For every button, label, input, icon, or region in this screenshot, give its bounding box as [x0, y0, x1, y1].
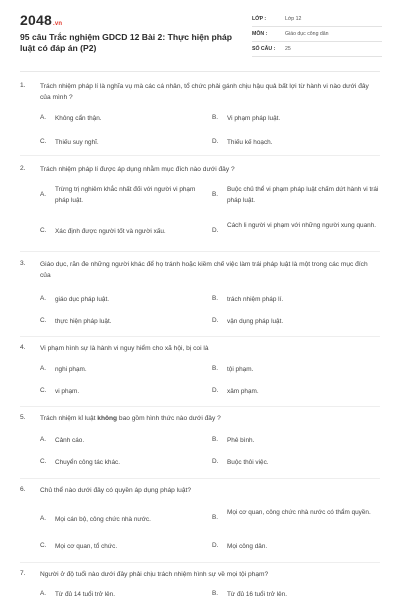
option-letter: B.: [212, 191, 219, 198]
option-letter: C.: [40, 458, 47, 465]
question-number: 5.: [20, 414, 26, 421]
option-text: thực hiện pháp luật.: [55, 318, 112, 325]
meta-value: Giáo dục công dân: [285, 31, 329, 37]
question-text: Chủ thể nào dưới đây có quyền áp dụng pháp luật?: [40, 487, 191, 494]
question-number: 3.: [20, 260, 26, 267]
question-divider: [20, 406, 380, 407]
option-text: vận dụng pháp luật.: [227, 318, 284, 325]
option-text: Cách li người vi phạm với những người xung quanh.: [227, 222, 377, 229]
site-logo[interactable]: [20, 12, 62, 28]
option-letter: C.: [40, 317, 47, 324]
question-divider: [20, 251, 380, 252]
meta-row-count: [252, 44, 382, 57]
option-text: Không cẩn thận.: [55, 115, 102, 122]
question-text: Giáo dục, răn đe những người khác để họ tránh hoặc kiềm chế việc làm trái pháp luật là một trong các mục đích của: [40, 261, 368, 279]
option-letter: C.: [40, 138, 47, 145]
option-text: Từ đủ 16 tuổi trở lên.: [227, 591, 287, 598]
question-text: Vi phạm hình sự là hành vi nguy hiểm cho xã hội, bị coi là: [40, 345, 209, 352]
header-divider: [20, 71, 380, 72]
question-divider: [20, 155, 380, 156]
meta-table: [252, 14, 382, 59]
option-text: giáo dục pháp luật.: [55, 296, 110, 303]
meta-row-class: [252, 14, 382, 27]
option-text: Phê bình.: [227, 437, 255, 444]
option-text: Buộc chủ thể vi phạm pháp luật chấm dứt hành vi trái pháp luật.: [227, 186, 379, 204]
option-text: Buộc thôi việc.: [227, 459, 269, 466]
meta-row-subject: [252, 29, 382, 42]
meta-key: MÔN :: [252, 31, 268, 37]
meta-value: Lớp 12: [285, 16, 302, 22]
question-text-emphasis: không: [97, 415, 118, 422]
option-text: Thiếu suy nghĩ.: [55, 139, 99, 146]
option-letter: A.: [40, 365, 47, 372]
option-letter: A.: [40, 436, 47, 443]
option-text: tội phạm.: [227, 366, 254, 373]
option-letter: D.: [212, 317, 219, 324]
page-header: [0, 0, 400, 66]
option-letter: D.: [212, 227, 219, 234]
option-text: vi phạm.: [55, 388, 80, 395]
question-text: [40, 414, 375, 425]
option-letter: A.: [40, 295, 47, 302]
option-letter: B.: [212, 114, 219, 121]
option-text: xâm phạm.: [227, 388, 259, 395]
meta-key: LỚP :: [252, 16, 267, 22]
meta-key: SỐ CÂU :: [252, 46, 276, 52]
question-text: Trách nhiệm pháp lí là nghĩa vụ mà các cá nhân, tổ chức phải gánh chịu hậu quả bất lợi từ hành vi nào dưới đây của mình ?: [40, 83, 369, 101]
option-letter: B.: [212, 436, 219, 443]
question-number: 7.: [20, 570, 26, 577]
option-text: Mọi cơ quan, tổ chức.: [55, 543, 118, 550]
option-text: Thiếu kế hoạch.: [227, 139, 273, 146]
question-divider: [20, 336, 380, 337]
option-letter: C.: [40, 227, 47, 234]
question-text: Trách nhiệm pháp lí được áp dụng nhằm mục đích nào dưới đây ?: [40, 166, 235, 173]
option-letter: B.: [212, 514, 219, 521]
option-text: Mọi cơ quan, công chức nhà nước có thẩm quyền.: [227, 509, 371, 516]
question-text-start: Trách nhiệm kỉ luật: [40, 415, 98, 422]
option-letter: D.: [212, 542, 219, 549]
option-letter: D.: [212, 138, 219, 145]
option-letter: A.: [40, 114, 47, 121]
option-text: Xác định được người tốt và người xấu.: [55, 228, 166, 235]
logo-suffix: .vn: [52, 21, 63, 27]
option-letter: A.: [40, 515, 47, 522]
question-number: 6.: [20, 486, 26, 493]
question-number: 2.: [20, 165, 26, 172]
option-letter: B.: [212, 590, 219, 597]
option-letter: A.: [40, 191, 47, 198]
option-letter: B.: [212, 365, 219, 372]
option-text: Mọi cán bộ, công chức nhà nước.: [55, 516, 151, 523]
option-letter: A.: [40, 590, 47, 597]
question-divider: [20, 478, 380, 479]
option-text: Mọi công dân.: [227, 543, 268, 550]
option-letter: D.: [212, 458, 219, 465]
question-divider: [20, 562, 380, 563]
option-text: Chuyển công tác khác.: [55, 459, 121, 466]
option-letter: D.: [212, 387, 219, 394]
document-title: 95 câu Trắc nghiệm GDCD 12 Bài 2: Thực hiện pháp luật có đáp án (P2): [20, 32, 233, 53]
meta-value: 25: [285, 46, 291, 52]
question-number: 1.: [20, 82, 26, 89]
question-text: Người ở độ tuổi nào dưới đây phải chịu trách nhiệm hình sự về mọi tội phạm?: [40, 571, 269, 578]
option-letter: C.: [40, 542, 47, 549]
logo-text: 2048: [20, 12, 52, 28]
option-text: Trừng trị nghiêm khắc nhất đối với người vi phạm pháp luật.: [55, 186, 196, 204]
option-text: Vi phạm pháp luật.: [227, 115, 281, 122]
option-text: nghi phạm.: [55, 366, 87, 373]
option-text: Cảnh cáo.: [55, 437, 85, 444]
option-text: Từ đủ 14 tuổi trở lên.: [55, 591, 115, 598]
question-text-end: bao gồm hình thức nào dưới đây ?: [117, 415, 221, 422]
option-text: trách nhiệm pháp lí.: [227, 296, 284, 303]
question-number: 4.: [20, 344, 26, 351]
option-letter: C.: [40, 387, 47, 394]
option-letter: B.: [212, 295, 219, 302]
